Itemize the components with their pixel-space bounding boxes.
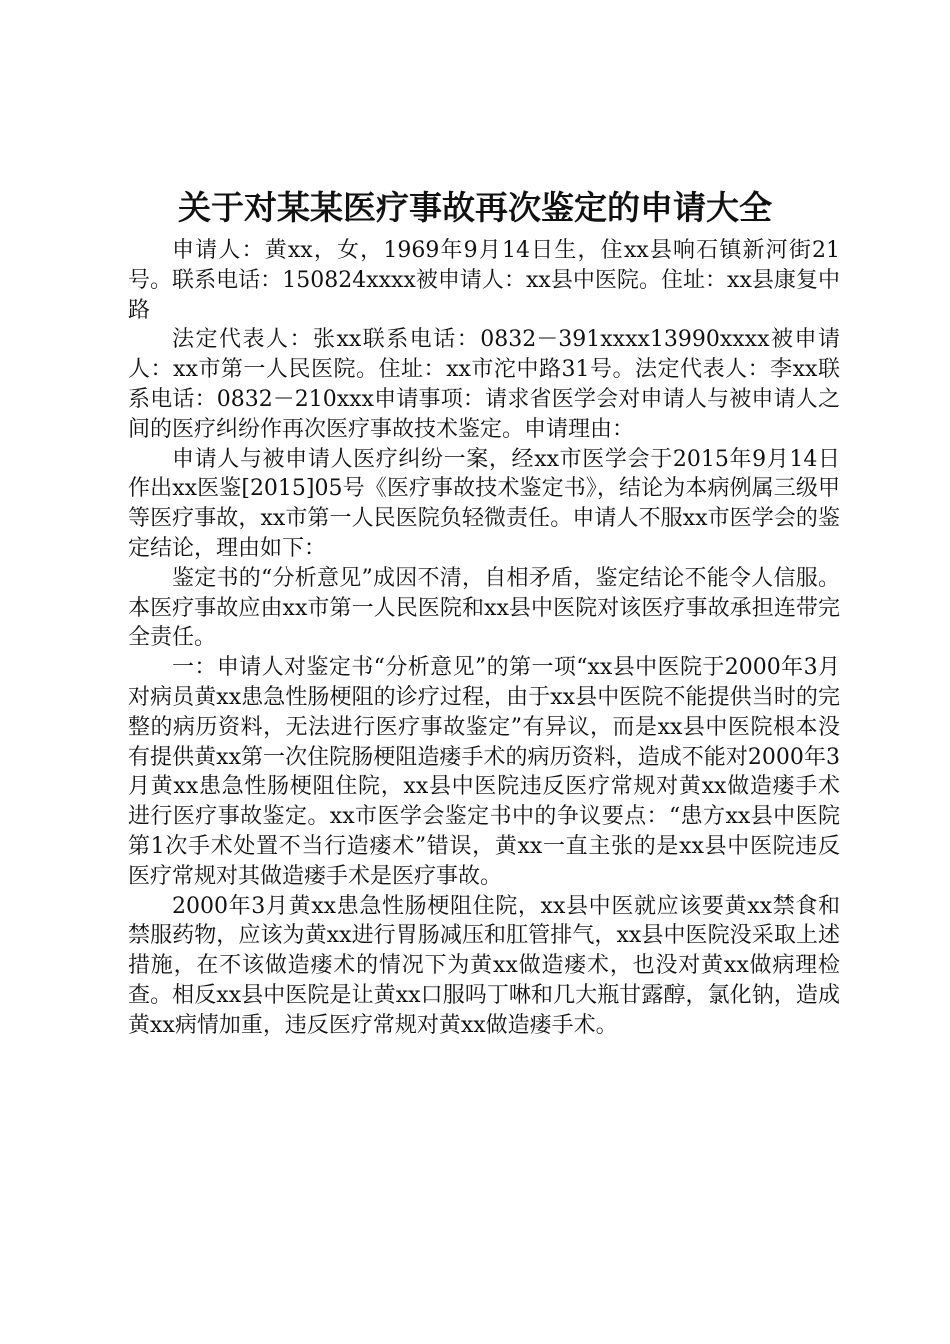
paragraph-applicant-info: 申请人：黄xx，女，1969年9月14日生，住xx县响石镇新河街21号。联系电话：150824xxxx被申请人：xx县中医院。住址：xx县康复中路 (128, 238, 840, 323)
paragraph-legal-representative: 法定代表人：张xx联系电话：0832－391xxxx13990xxxx被申请人：xx市第一人民医院。住址：xx市沱中路31号。法定代表人：李xx联系电话：0832－210xxx申请事项：请求省医学会对申请人与被申请人之间的医疗纠纷作再次医疗事故技术鉴定。申请理由： (128, 327, 840, 442)
paragraph-case-background: 申请人与被申请人医疗纠纷一案，经xx市医学会于2015年9月14日作出xx医鉴[2015]05号《医疗事故技术鉴定书》，结论为本病例属三级甲等医疗事故，xx市第一人民医院负轻微责任。申请人不服xx市医学会的鉴定结论，理由如下： (128, 446, 840, 561)
paragraph-objection-one: 一：申请人对鉴定书“分析意见”的第一项“xx县中医院于2000年3月对病员黄xx患急性肠梗阻的诊疗过程，由于xx县中医院不能提供当时的完整的病历资料，无法进行医疗事故鉴定”有异议，而是xx县中医院根本没有提供黄xx第一次住院肠梗阻造瘘手术的病历资料，造成不能对2000年3月黄xx患急性肠梗阻住院，xx县中医院违反医疗常规对黄xx做造瘘手术进行医疗事故鉴定。xx市医学会鉴定书中的争议要点：“患方xx县中医院第1次手术处置不当行造瘘术”错误，黄xx一直主张的是xx县中医院违反医疗常规对其做造瘘手术是医疗事故。 (128, 655, 840, 889)
document-title: 关于对某某医疗事故再次鉴定的申请大全 (178, 188, 772, 227)
paragraph-treatment-details: 2000年3月黄xx患急性肠梗阻住院，xx县中医就应该要黄xx禁食和禁服药物，应该为黄xx进行胃肠减压和肛管排气，xx县中医院没采取上述措施，在不该做造瘘术的情况下为黄xx做造瘘术，也没对黄xx做病理检查。相反xx县中医院是让黄xx口服吗丁啉和几大瓶甘露醇，氯化钠，造成黄xx病情加重，违反医疗常规对黄xx做造瘘手术。 (128, 893, 840, 1038)
document-body (128, 236, 840, 1041)
paragraph-objection-summary: 鉴定书的“分析意见”成因不清，自相矛盾，鉴定结论不能令人信服。本医疗事故应由xx市第一人民医院和xx县中医院对该医疗事故承担连带完全责任。 (128, 565, 840, 651)
